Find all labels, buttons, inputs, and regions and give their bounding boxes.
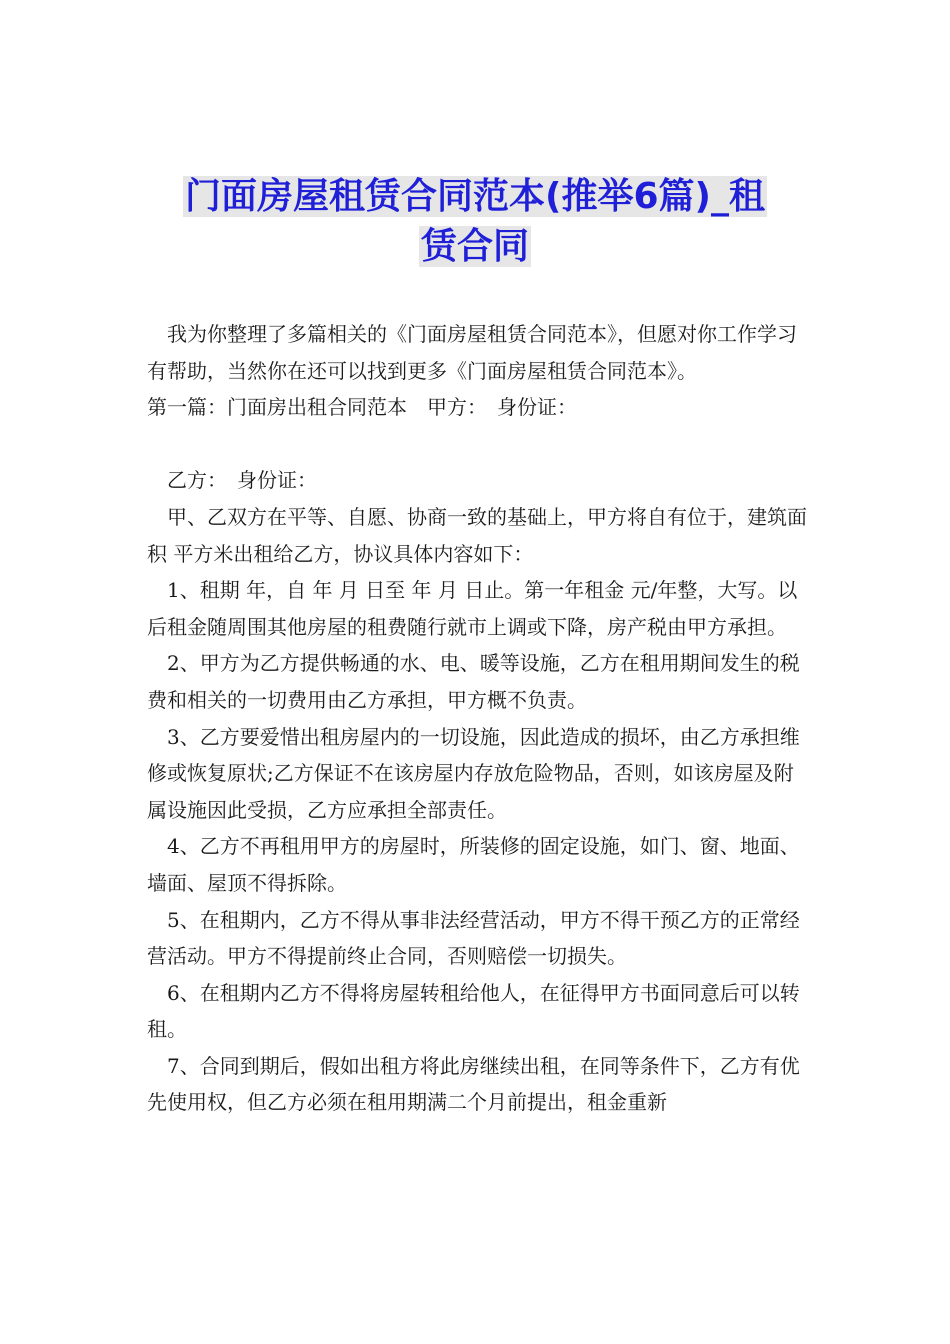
- blank-line: [147, 426, 807, 463]
- clause-1: 1、租期 年，自 年 月 日至 年 月 日止。第一年租金 元/年整，大写。以后租金随周围其他房屋的租费随行就市上调或下降，房产税由甲方承担。: [147, 578, 798, 639]
- intro-paragraph: 我为你整理了多篇相关的《门面房屋租赁合同范本》，但愿对你工作学习有帮助，当然你在还可以找到更多《门面房屋租赁合同范本》。: [147, 322, 797, 383]
- clause-3: 3、乙方要爱惜出租房屋内的一切设施，因此造成的损坏，由乙方承担维修或恢复原状;乙方保证不在该房屋内存放危险物品，否则，如该房屋及附属设施因此受损，乙方应承担全部责任。: [147, 724, 800, 822]
- clause-2: 2、甲方为乙方提供畅通的水、电、暖等设施，乙方在租用期间发生的税费和相关的一切费用由乙方承担，甲方概不负责。: [147, 651, 800, 712]
- preamble-paragraph: 甲、乙双方在平等、自愿、协商一致的基础上，甲方将自有位于，建筑面积 平方米出租给乙方，协议具体内容如下：: [147, 504, 807, 566]
- section-heading: 第一篇：门面房出租合同范本 甲方： 身份证：: [147, 395, 577, 420]
- title-line-1: 门面房屋租赁合同范本(推举6篇)_租: [185, 176, 765, 217]
- clause-6: 6、在租期内乙方不得将房屋转租给他人，在征得甲方书面同意后可以转租。: [147, 980, 800, 1042]
- document-title: [150, 172, 800, 272]
- clause-4: 4、乙方不再租用甲方的房屋时，所装修的固定设施，如门、窗、地面、墙面、屋顶不得拆除。: [147, 834, 800, 895]
- party-b-line: 乙方： 身份证：: [167, 468, 317, 493]
- document-body: [147, 316, 807, 1121]
- clause-5: 5、在租期内，乙方不得从事非法经营活动，甲方不得干预乙方的正常经营活动。甲方不得提前终止合同，否则赔偿一切损失。: [147, 907, 800, 969]
- title-line-2: 赁合同: [420, 226, 529, 267]
- clause-7: 7、合同到期后，假如出租方将此房继续出租，在同等条件下，乙方有优先使用权，但乙方必须在租用期满二个月前提出，租金重新: [147, 1053, 800, 1115]
